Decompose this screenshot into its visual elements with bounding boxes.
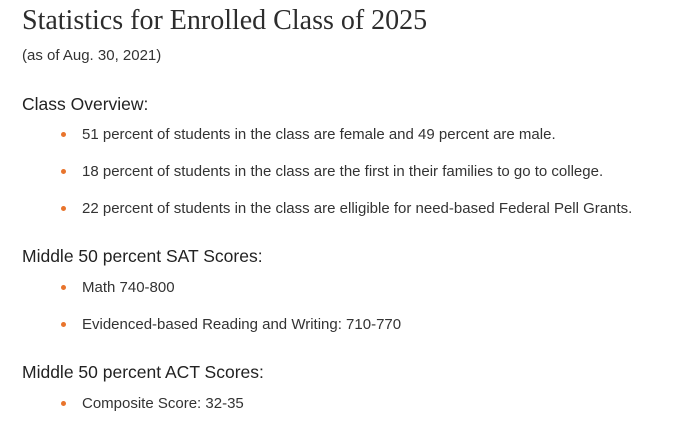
bullet-dot-icon [61, 169, 66, 174]
bullet-dot-icon [61, 285, 66, 290]
list-item-text: 22 percent of students in the class are elligible for need-based Federal Pell Grants. [82, 200, 633, 217]
bullet-dot-icon [61, 206, 66, 211]
list-item-text: Evidenced-based Reading and Writing: 710-770 [82, 316, 402, 333]
section-heading-class-overview: Class Overview: [22, 94, 149, 114]
list-item [0, 394, 679, 416]
list-item [0, 278, 679, 300]
list-item-text: 51 percent of students in the class are female and 49 percent are male. [82, 126, 556, 143]
bullet-dot-icon [61, 132, 66, 137]
page-title: Statistics for Enrolled Class of 2025 [22, 5, 428, 36]
list-item [0, 162, 679, 184]
bullet-dot-icon [61, 322, 66, 327]
list-item-text: Composite Score: 32-35 [82, 395, 244, 412]
list-item [0, 199, 679, 221]
section-heading-act-scores: Middle 50 percent ACT Scores: [22, 362, 264, 382]
list-item [0, 125, 679, 147]
list-item [0, 315, 679, 337]
section-heading-sat-scores: Middle 50 percent SAT Scores: [22, 246, 263, 266]
page-subtitle: (as of Aug. 30, 2021) [22, 47, 162, 64]
bullet-dot-icon [61, 401, 66, 406]
list-item-text: Math 740-800 [82, 279, 175, 296]
list-item-text: 18 percent of students in the class are the first in their families to go to college. [82, 163, 604, 180]
